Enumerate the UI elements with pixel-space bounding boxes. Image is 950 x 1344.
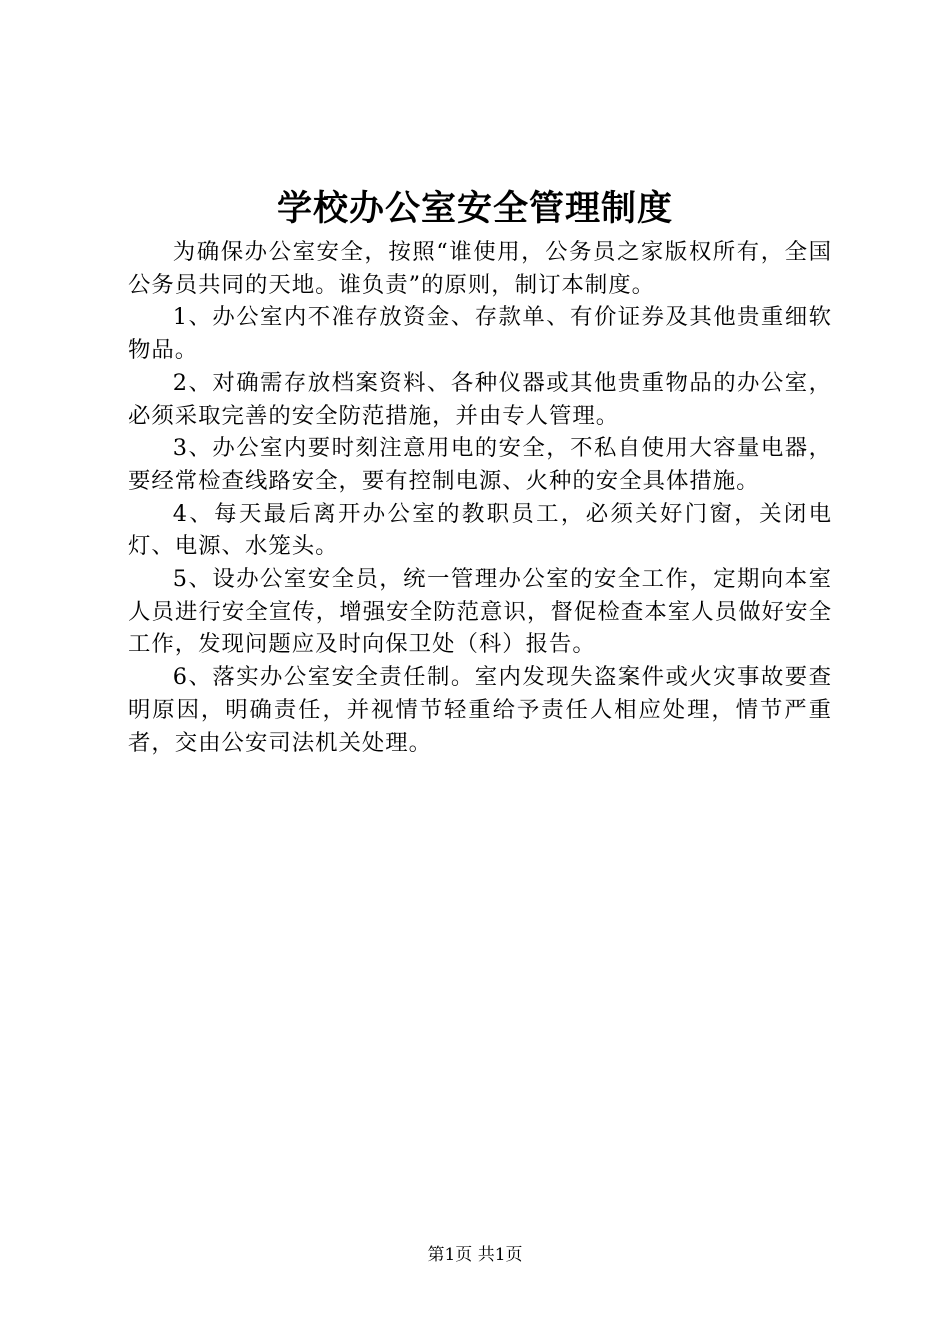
document-title: 学校办公室安全管理制度 (276, 188, 673, 229)
rule-4-paragraph: 4、每天最后离开办公室的教职员工，必须关好门窗，关闭电灯、电源、水笼头。 (128, 500, 832, 560)
intro-paragraph: 为确保办公室安全，按照“谁使用，公务员之家版权所有，全国公务员共同的天地。谁负责”的原则，制订本制度。 (128, 239, 832, 298)
rule-3-paragraph: 3、办公室内要时刻注意用电的安全，不私自使用大容量电器，要经常检查线路安全，要有控制电源、火种的安全具体措施。 (128, 435, 832, 494)
rule-2-paragraph: 2、对确需存放档案资料、各种仪器或其他贵重物品的办公室，必须采取完善的安全防范措施，并由专人管理。 (128, 369, 832, 429)
rule-1-paragraph: 1、办公室内不准存放资金、存款单、有价证券及其他贵重细软物品。 (128, 304, 832, 364)
page-number-footer: 第1页 共1页 (427, 1245, 523, 1265)
rule-6-paragraph: 6、落实办公室安全责任制。室内发现失盗案件或火灾事故要查明原因，明确责任，并视情节轻重给予责任人相应处理，情节严重者，交由公安司法机关处理。 (128, 664, 832, 756)
document-body (128, 236, 832, 759)
rule-5-paragraph: 5、设办公室安全员，统一管理办公室的安全工作，定期向本室人员进行安全宣传，增强安全防范意识，督促检查本室人员做好安全工作，发现问题应及时向保卫处（科）报告。 (128, 566, 832, 658)
